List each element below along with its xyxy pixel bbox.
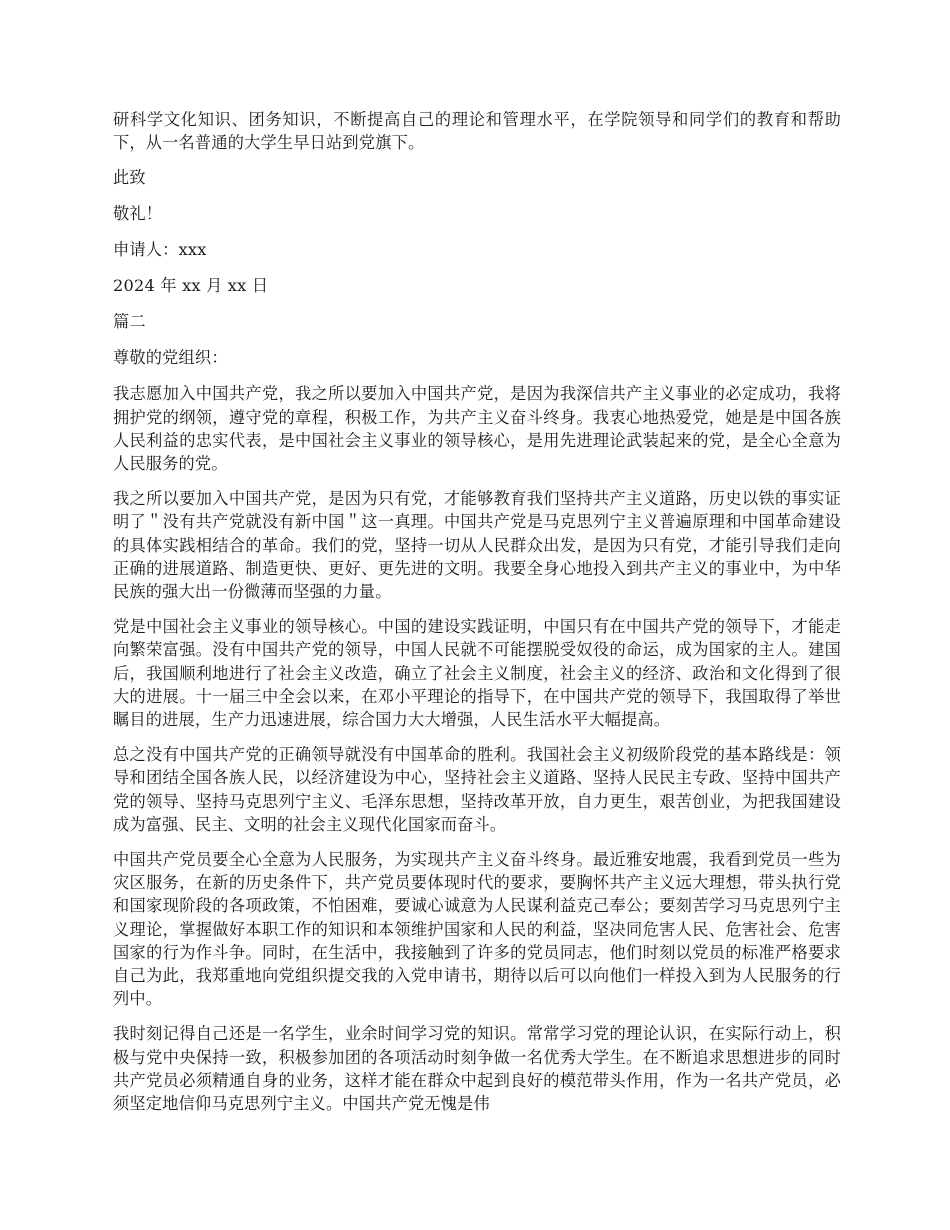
- closing-salutation: 此致: [113, 168, 146, 188]
- applicant-name: 申请人：xxx: [113, 240, 207, 260]
- body-paragraph: 总之没有中国共产党的正确领导就没有中国革命的胜利。我国社会主义初级阶段党的基本路线是：领导和团结全国各族人民，以经济建设为中心，坚持社会主义道路、坚持人民民主专政、坚持中国共产党的领导、坚持马克思列宁主义、毛泽东思想，坚持改革开放，自力更生，艰苦创业，为把我国建设成为富强、民主、文明的社会主义现代化国家而奋斗。: [113, 745, 841, 834]
- body-paragraph: 我之所以要加入中国共产党，是因为只有党，才能够教育我们坚持共产主义道路，历史以铁的事实证明了＂没有共产党就没有新中国＂这一真理。中国共产党是马克思列宁主义普遍原理和中国革命建设的具体实践相结合的革命。我们的党，坚持一切从人民群众出发，是因为只有党，才能引导我们走向正确的进展道路、制造更快、更好、更先进的文明。我要全身心地投入到共产主义的事业中，为中华民族的强大出一份微薄而坚强的力量。: [113, 489, 841, 602]
- body-paragraph: 我时刻记得自己还是一名学生，业余时间学习党的知识。常常学习党的理论认识，在实际行动上，积极与党中央保持一致，积极参加团的各项活动时刻争做一名优秀大学生。在不断追求思想进步的同时共产党员必须精通自身的业务，这样才能在群众中起到良好的模范带头作用，作为一名共产党员，必须坚定地信仰马克思列宁主义。中国共产党无愧是伟: [113, 1024, 841, 1114]
- document-body: [113, 108, 841, 1127]
- closing-respect: 敬礼！: [113, 204, 163, 224]
- body-paragraph: 党是中国社会主义事业的领导核心。中国的建设实践证明，中国只有在中国共产党的领导下，才能走向繁荣富强。没有中国共产党的领导，中国人民就不可能摆脱受奴役的命运，成为国家的主人。建国后，我国顺利地进行了社会主义改造，确立了社会主义制度，社会主义的经济、政治和文化得到了很大的进展。十一届三中全会以来，在邓小平理论的指导下，在中国共产党的领导下，我国取得了举世瞩目的进展，生产力迅速进展，综合国力大大增强，人民生活水平大幅提高。: [113, 617, 841, 730]
- body-paragraph: 我志愿加入中国共产党，我之所以要加入中国共产党，是因为我深信共产主义事业的必定成功，我将拥护党的纲领，遵守党的章程，积极工作，为共产主义奋斗终身。我衷心地热爱党，她是是中国各族人民利益的忠实代表，是中国社会主义事业的领导核心，是用先进理论武装起来的党，是全心全意为人民服务的党。: [113, 384, 841, 474]
- application-date: 2024 年 xx 月 xx 日: [113, 276, 269, 296]
- section-heading: 篇二: [113, 312, 146, 332]
- letter-greeting: 尊敬的党组织：: [113, 348, 228, 368]
- body-paragraph: 中国共产党员要全心全意为人民服务，为实现共产主义奋斗终身。最近雅安地震，我看到党员一些为灾区服务，在新的历史条件下，共产党员要体现时代的要求，要胸怀共产主义远大理想，带头执行党和国家现阶段的各项政策，不怕困难，要诚心诚意为人民谋利益克己奉公；要刻苦学习马克思列宁主义理论，掌握做好本职工作的知识和本领维护国家和人民的利益，坚决同危害人民、危害社会、危害国家的行为作斗争。同时，在生活中，我接触到了许多的党员同志，他们时刻以党员的标准严格要求自己为此，我郑重地向党组织提交我的入党申请书，期待以后可以向他们一样投入到为人民服务的行列中。: [113, 850, 841, 1009]
- paragraph-continuation: 研科学文化知识、团务知识，不断提高自己的理论和管理水平，在学院领导和同学们的教育和帮助下，从一名普通的大学生早日站到党旗下。: [113, 110, 841, 153]
